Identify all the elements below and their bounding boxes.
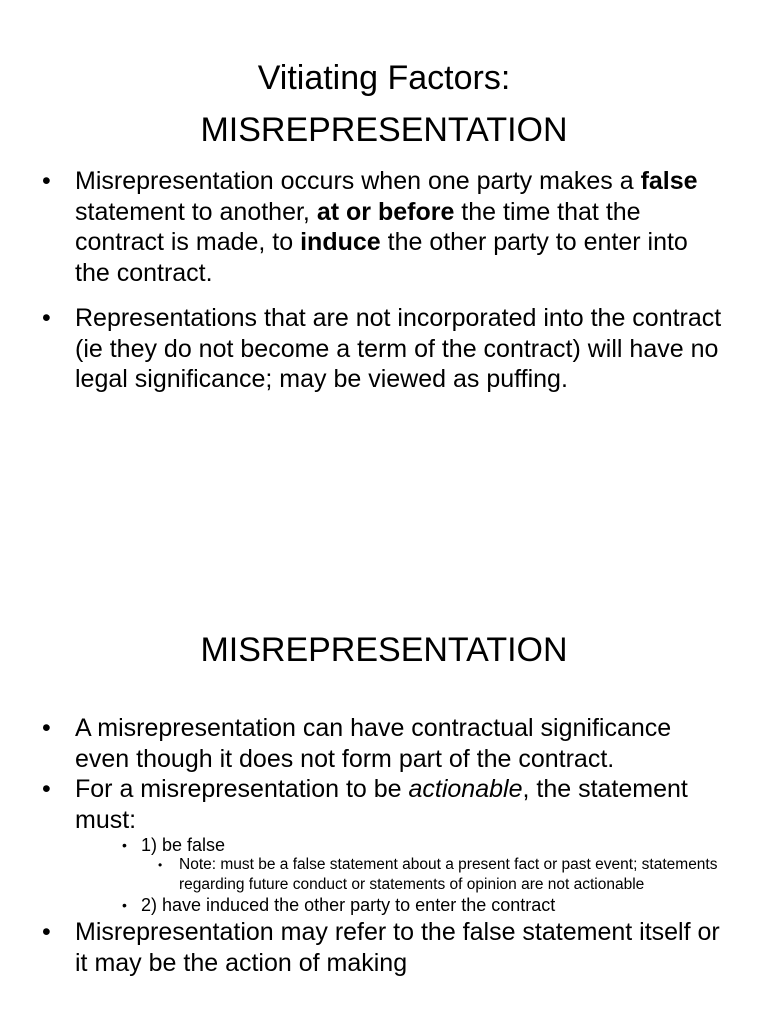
text-segment: Misrepresentation occurs when one party makes a bbox=[75, 167, 641, 195]
bullet-item bbox=[42, 713, 728, 774]
bullet-list bbox=[42, 713, 728, 978]
sub-bullet-item bbox=[122, 895, 728, 915]
title-line: MISREPRESENTATION bbox=[200, 631, 568, 669]
slide-title bbox=[0, 52, 768, 156]
sub-bullet-list bbox=[122, 835, 728, 915]
sub-bullet-item bbox=[122, 835, 728, 895]
bullet-item bbox=[42, 166, 728, 288]
bullet-icon: • bbox=[122, 837, 127, 853]
title-line: Vitiating Factors: bbox=[257, 59, 511, 97]
text-segment: Representations that are not incorporated into the contract (ie they do not become a term of the contract) will have no legal significance; may be viewed as puffing. bbox=[75, 304, 722, 393]
bullet-icon: • bbox=[42, 304, 51, 332]
text-segment: , the statement must: bbox=[75, 775, 688, 834]
text-segment: statement to another, bbox=[75, 197, 317, 226]
bullet-icon: • bbox=[42, 775, 51, 803]
bullet-item bbox=[42, 774, 728, 915]
bullet-icon: • bbox=[42, 918, 51, 946]
bullet-item bbox=[42, 917, 728, 978]
text-segment: For a misrepresentation to be bbox=[75, 775, 409, 803]
text-segment-italic: actionable bbox=[408, 775, 523, 803]
slide-2 bbox=[0, 600, 768, 1024]
text-segment-bold: induce bbox=[300, 228, 381, 256]
sub-sub-bullet-item bbox=[158, 855, 728, 895]
title-line: MISREPRESENTATION bbox=[200, 111, 568, 149]
sub-bullet-text: 1) be false bbox=[141, 835, 226, 855]
bullet-icon: • bbox=[122, 897, 127, 913]
slide-title bbox=[0, 624, 768, 676]
sub-sub-bullet-text: Note: must be a false statement about a present fact or past event; statements regarding future conduct or statements of opinion are not actionable bbox=[179, 856, 718, 893]
bullet-icon: • bbox=[42, 167, 51, 195]
bullet-icon: • bbox=[158, 858, 163, 872]
text-segment-bold: false bbox=[640, 167, 698, 195]
bullet-list bbox=[42, 166, 728, 395]
bullet-icon: • bbox=[42, 714, 51, 742]
text-segment: the other party to enter into the contract. bbox=[75, 228, 688, 287]
text-segment: the time that the contract is made, to bbox=[75, 197, 641, 256]
sub-bullet-text: 2) have induced the other party to enter the contract bbox=[141, 895, 556, 915]
text-segment: Misrepresentation may refer to the false statement itself or it may be the action of making bbox=[75, 918, 720, 977]
text-segment: A misrepresentation can have contractual significance even though it does not form part of the contract. bbox=[75, 714, 672, 773]
bullet-item bbox=[42, 303, 728, 395]
text-segment-bold: at or before bbox=[316, 197, 455, 226]
slide-1 bbox=[0, 0, 768, 500]
sub-sub-bullet-list bbox=[158, 855, 728, 895]
